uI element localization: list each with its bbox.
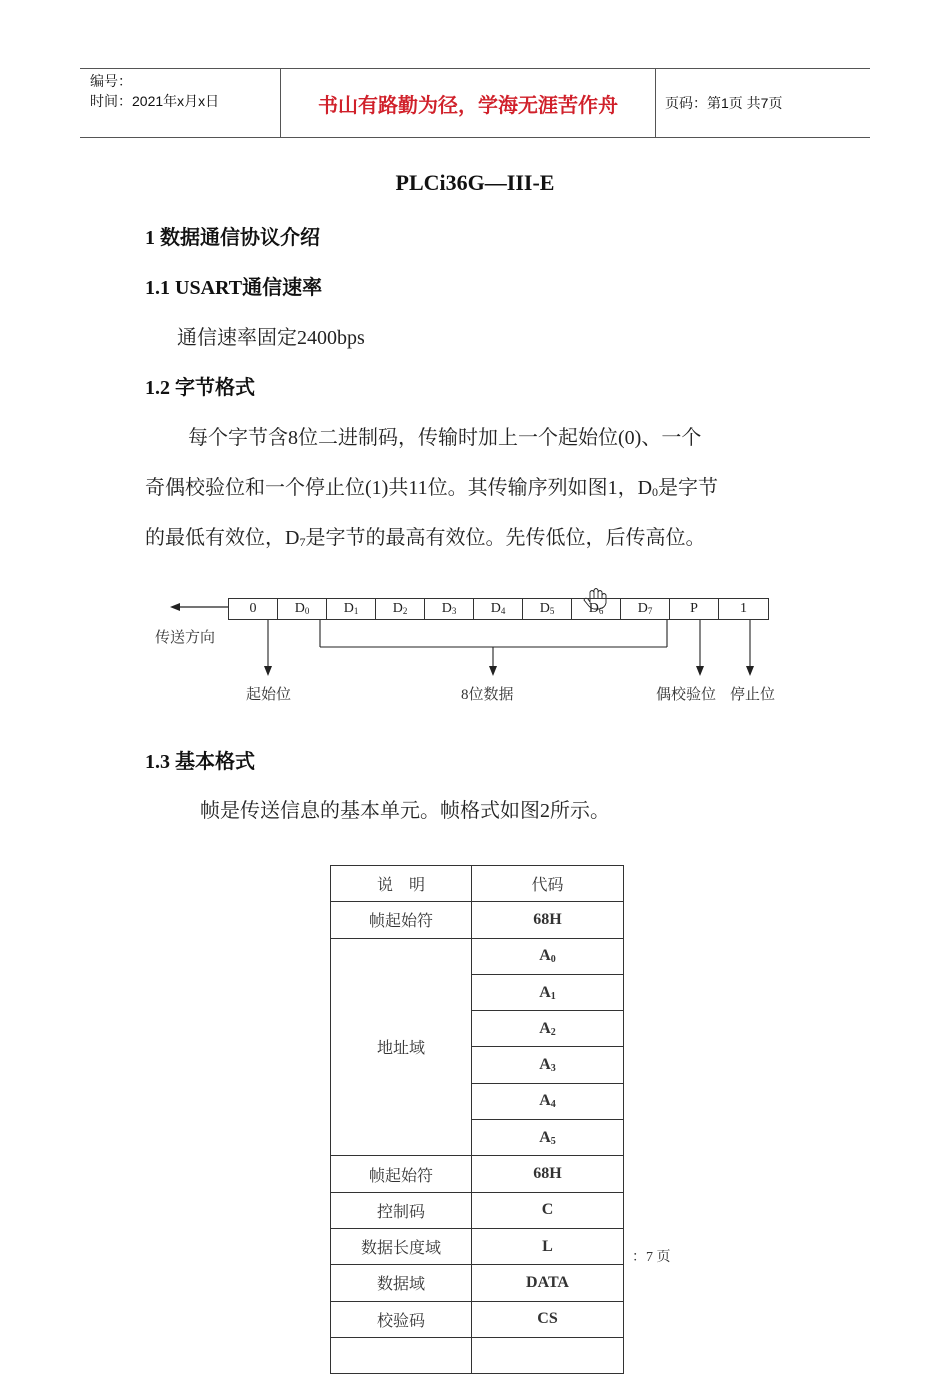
- row-code: $A_2$: [472, 1011, 624, 1047]
- bit-cell: $D_6$: [572, 599, 621, 619]
- parity-bit-label: 偶校验位: [656, 687, 717, 703]
- table-row: [331, 1337, 624, 1373]
- header-meta: [80, 69, 281, 137]
- table-row: [331, 1156, 624, 1192]
- table-row: [331, 1301, 624, 1337]
- row-desc: 控制码: [331, 1192, 472, 1228]
- doc-title: PLCi36G—III-E: [395, 170, 555, 195]
- page-header: [80, 68, 870, 138]
- bit-cell: P: [670, 599, 719, 619]
- table-header-row: [331, 866, 624, 902]
- row-code: C: [472, 1192, 624, 1228]
- heading-1: 1 数据通信协议介绍: [145, 227, 320, 249]
- start-bit-label: 起始位: [246, 687, 292, 703]
- byte-paragraph-line1: 每个字节含8位二进制码，传输时加上一个起始位(0)、一个: [188, 427, 702, 449]
- bit-cell: $D_4$: [474, 599, 523, 619]
- byte-paragraph-line2: 奇偶校验位和一个停止位(1)共11位。其传输序列如图1，$D_0$是字节: [145, 477, 719, 499]
- heading-1-1: 1.1 USART通信速率: [145, 277, 323, 299]
- row-desc: 校验码: [331, 1301, 472, 1337]
- bit-cell: $D_7$: [621, 599, 670, 619]
- stop-bit-label: 停止位: [730, 687, 776, 703]
- byte-paragraph-line3: 的最低有效位，$D_7$是字节的最高有效位。先传低位，后传高位。: [145, 527, 706, 549]
- number-label: 编号：: [90, 73, 132, 89]
- frame-format-table: [330, 865, 624, 1374]
- table-row: [331, 1265, 624, 1301]
- table-row: [331, 1192, 624, 1228]
- bit-cell: 1: [740, 601, 747, 616]
- header-desc: 说 明: [331, 866, 472, 902]
- heading-1-2: 1.2 字节格式: [145, 377, 255, 399]
- row-desc: 数据域: [331, 1265, 472, 1301]
- data-bits-label: 8位数据: [461, 687, 514, 703]
- row-code: $A_3$: [472, 1047, 624, 1083]
- time-label: 时间：2021年x月x日: [90, 93, 220, 109]
- direction-label: 传送方向: [155, 630, 216, 646]
- heading-1-3: 1.3 基本格式: [145, 751, 255, 773]
- header-page-info: 页码：第1页 共7页: [665, 95, 783, 111]
- header-code: 代码: [472, 866, 624, 902]
- row-code: $A_4$: [472, 1083, 624, 1119]
- bit-cells: [228, 598, 769, 620]
- row-code: 68H: [472, 902, 624, 938]
- row-code: CS: [472, 1301, 624, 1337]
- row-code: $A_1$: [472, 974, 624, 1010]
- row-code: $A_0$: [472, 938, 624, 974]
- row-code: 68H: [472, 1156, 624, 1192]
- row-desc: 帧起始符: [331, 1156, 472, 1192]
- bit-cell: $D_2$: [376, 599, 425, 619]
- bit-cell: $D_1$: [327, 599, 376, 619]
- row-desc: 帧起始符: [331, 902, 472, 938]
- bit-cell: $D_3$: [425, 599, 474, 619]
- table-row: [331, 902, 624, 938]
- bit-cell: $D_5$: [523, 599, 572, 619]
- row-desc: [331, 1337, 472, 1373]
- row-desc: 地址域: [331, 938, 472, 1156]
- row-code: DATA: [472, 1265, 624, 1301]
- row-code: L: [472, 1228, 624, 1264]
- rate-paragraph: 通信速率固定2400bps: [177, 327, 365, 349]
- page-note: ：7 页: [632, 1250, 671, 1265]
- bit-cell: 0: [229, 599, 278, 619]
- header-motto: 书山有路勤为径，学海无涯苦作舟: [281, 69, 656, 137]
- byte-sequence-diagram: [150, 580, 790, 710]
- row-code: $A_5$: [472, 1120, 624, 1156]
- table-row: [331, 938, 624, 974]
- table-row: [331, 1228, 624, 1264]
- row-code: [472, 1337, 624, 1373]
- bit-cell: $D_0$: [278, 599, 327, 619]
- row-desc: 数据长度域: [331, 1228, 472, 1264]
- frame-paragraph: 帧是传送信息的基本单元。帧格式如图2所示。: [200, 800, 610, 822]
